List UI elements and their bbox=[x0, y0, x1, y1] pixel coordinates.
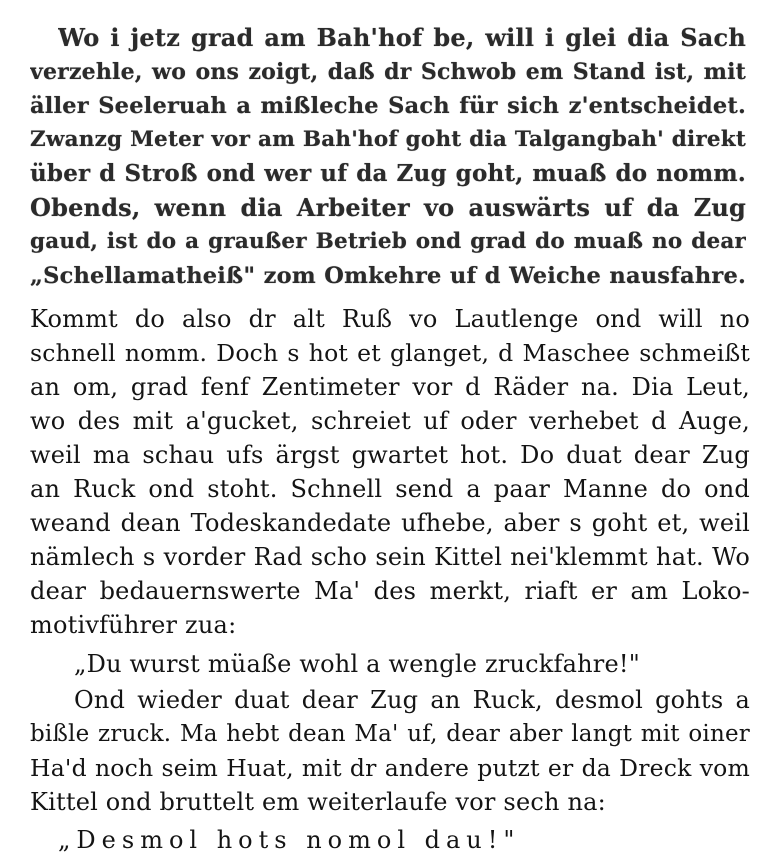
text-line: Kommt do also dr alt Ruß vo Lautlenge ond will no bbox=[30, 305, 750, 333]
text-line: Zwanzg Meter vor am Bah'hof goht dia Talgangbah' direkt bbox=[30, 127, 746, 152]
text-line: verzehle, wo ons zoigt, daß dr Schwob em Stand ist, mit bbox=[30, 59, 746, 85]
text-line: Obends, wenn dia Arbeiter vo auswärts uf da Zug bbox=[30, 193, 746, 222]
text-line: wo des mit a'gucket, schreiet uf oder verhebet d Auge, bbox=[30, 407, 750, 435]
text-line: an Ruck ond stoht. Schnell send a paar Manne do ond bbox=[30, 475, 750, 503]
text-line: über d Stroß ond wer uf da Zug goht, muaß do nomm. bbox=[30, 160, 746, 187]
text-line: „Schellamatheiß" zom Omkehre uf d Weiche nausfahre. bbox=[30, 263, 746, 289]
text-line: schnell nomm. Doch s hot et glanget, d Maschee schmeißt bbox=[30, 339, 750, 367]
quoted-speech: „Du wurst müaße wohl a wengle zruckfahre!" bbox=[74, 650, 640, 678]
text-line: motivführer zua: bbox=[30, 611, 237, 639]
text-line: Kittel ond bruttelt em weiterlaufe vor sech na: bbox=[30, 788, 606, 816]
text-line: dear bedauernswerte Ma' des merkt, riaft er am Loko- bbox=[30, 577, 750, 605]
text-line: Wo i jetz grad am Bah'hof be, will i glei dia Sach bbox=[58, 23, 746, 52]
text-line: nämlech s vorder Rad scho sein Kittel nei'klemmt hat. Wo bbox=[30, 543, 750, 571]
text-line: an om, grad fenf Zentimeter vor d Räder na. Dia Leut, bbox=[30, 373, 750, 401]
text-line: bißle zruck. Ma hebt dean Ma' uf, dear aber langt mit oiner bbox=[30, 721, 750, 747]
text-line: gaud, ist do a graußer Betrieb ond grad do muaß no dear bbox=[30, 229, 746, 254]
text-line: äller Seeleruah a mißleche Sach für sich z'entscheidet. bbox=[30, 93, 746, 119]
text-line: Ha'd noch seim Huat, mit dr andere putzt er da Dreck vom bbox=[30, 754, 750, 782]
text-line: Ond wieder duat dear Zug an Ruck, desmol gohts a bbox=[74, 686, 750, 714]
text-line: weil ma schau ufs ärgst gwartet hot. Do duat dear Zug bbox=[30, 441, 750, 469]
text-line: weand dean Todeskandedate ufhebe, aber s goht et, weil bbox=[30, 509, 750, 537]
quoted-speech: „Desmol hots nomol dau!" bbox=[58, 826, 521, 854]
